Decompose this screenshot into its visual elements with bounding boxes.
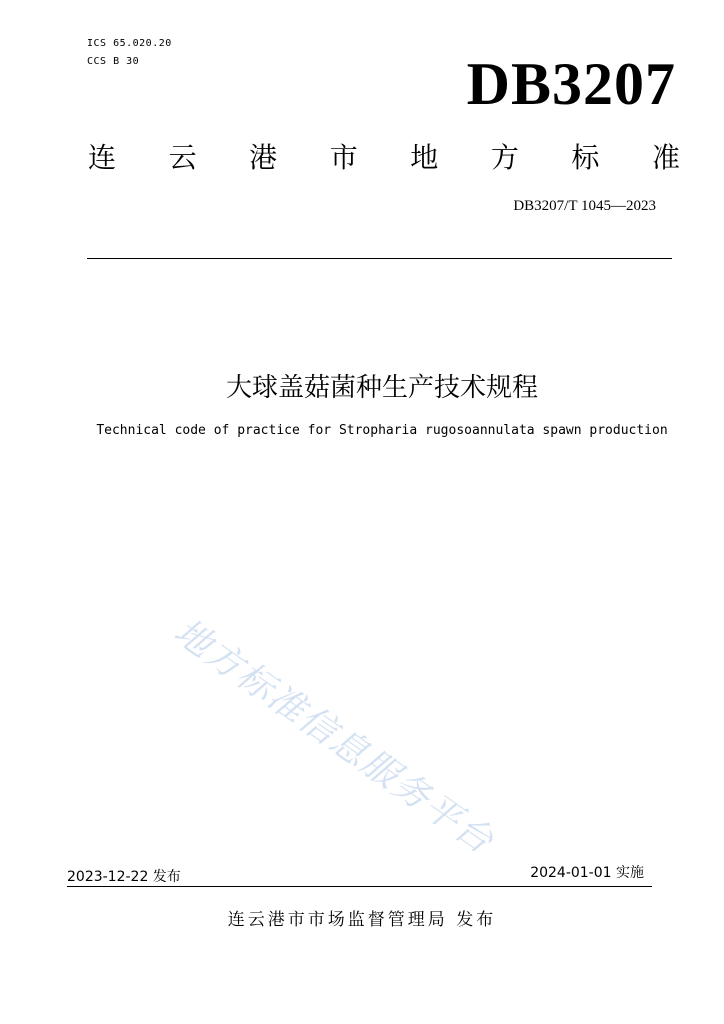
standard-type-char: 港: [249, 141, 278, 174]
release-date: 2023-12-22 发布: [67, 869, 181, 885]
standard-type-char: 方: [490, 141, 519, 174]
standard-type-char: 准: [651, 141, 680, 174]
title-chinese: 大球盖菇菌种生产技术规程: [225, 373, 538, 403]
title-english: Technical code of practice for Stropharia rugosoannulata spawn production: [96, 423, 668, 438]
standard-type-heading: [88, 140, 680, 176]
standard-type-char: 标: [571, 141, 600, 174]
footer-divider: [67, 886, 652, 887]
standard-type-char: 云: [168, 141, 197, 174]
implementation-date: 2024-01-01 实施: [530, 865, 644, 881]
db-code-heading: DB3207: [466, 51, 676, 117]
watermark: 地方标准信息服务平台: [166, 611, 502, 863]
standard-type-char: 市: [329, 141, 358, 174]
publisher: 连云港市市场监督管理局 发布: [227, 910, 497, 930]
header-divider: [87, 258, 672, 259]
standard-type-char: 连: [88, 141, 117, 174]
standard-type-char: 地: [410, 141, 439, 174]
ccs-code: CCS B 30: [87, 56, 140, 67]
standard-number: DB3207/T 1045—2023: [513, 198, 656, 214]
ics-code: ICS 65.020.20: [87, 38, 172, 49]
